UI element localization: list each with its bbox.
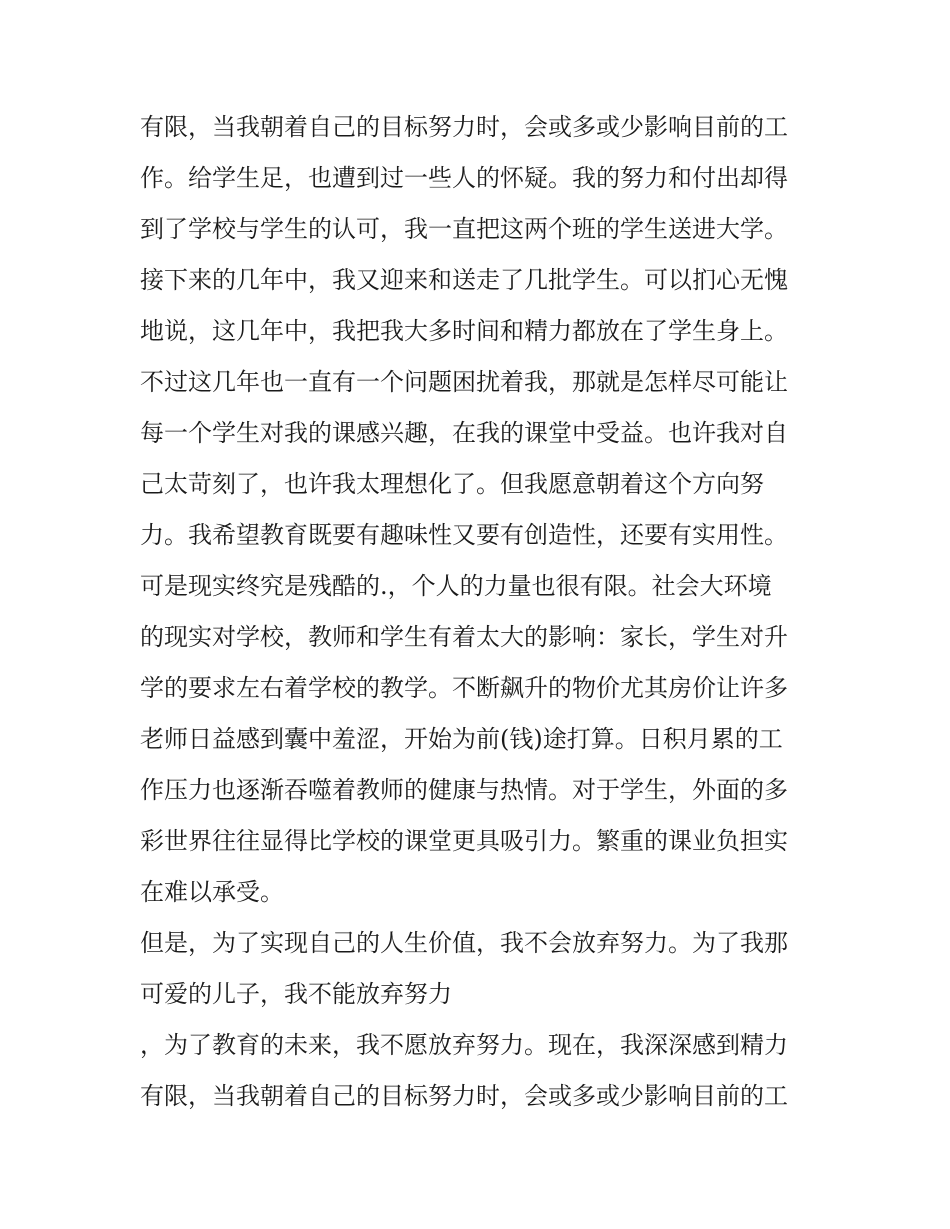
text-line: 的现实对学校，教师和学生有着太大的影响：家长，学生对升: [140, 623, 788, 651]
text-line: 在难以承受。: [140, 878, 284, 906]
text-line: 作。给学生足，也遭到过一些人的怀疑。我的努力和付出却得: [140, 164, 788, 192]
text-line: 不过这几年也一直有一个问题困扰着我，那就是怎样尽可能让: [140, 368, 788, 396]
text-line: 接下来的几年中，我又迎来和送走了几批学生。可以扪心无愧: [140, 266, 788, 294]
text-line: 力。我希望教育既要有趣味性又要有创造性，还要有实用性。: [140, 521, 788, 549]
text-line: ，为了教育的未来，我不愿放弃努力。现在，我深深感到精力: [140, 1031, 788, 1059]
text-line: 彩世界往往显得比学校的课堂更具吸引力。繁重的课业负担实: [140, 827, 788, 855]
text-line: 但是，为了实现自己的人生价值，我不会放弃努力。为了我那: [140, 929, 788, 957]
text-line: 作压力也逐渐吞噬着教师的健康与热情。对于学生，外面的多: [140, 776, 788, 804]
text-line: 有限，当我朝着自己的目标努力时，会或多或少影响目前的工: [140, 1082, 788, 1110]
text-line: 学的要求左右着学校的教学。不断飙升的物价尤其房价让许多: [140, 674, 788, 702]
text-line: 每一个学生对我的课感兴趣，在我的课堂中受益。也许我对自: [140, 419, 788, 447]
text-line: 地说，这几年中，我把我大多时间和精力都放在了学生身上。: [140, 317, 788, 345]
document-body: [140, 102, 830, 1122]
text-line: 可是现实终究是残酷的.，个人的力量也很有限。社会大环境: [140, 572, 772, 600]
text-line: 己太苛刻了，也许我太理想化了。但我愿意朝着这个方向努: [140, 470, 764, 498]
text-line: 有限，当我朝着自己的目标努力时，会或多或少影响目前的工: [140, 113, 788, 141]
text-line: 老师日益感到囊中羞涩，开始为前(钱)途打算。日积月累的工: [140, 725, 783, 753]
text-line: 到了学校与学生的认可，我一直把这两个班的学生送进大学。: [140, 215, 788, 243]
text-line: 可爱的儿子，我不能放弃努力: [140, 980, 452, 1008]
